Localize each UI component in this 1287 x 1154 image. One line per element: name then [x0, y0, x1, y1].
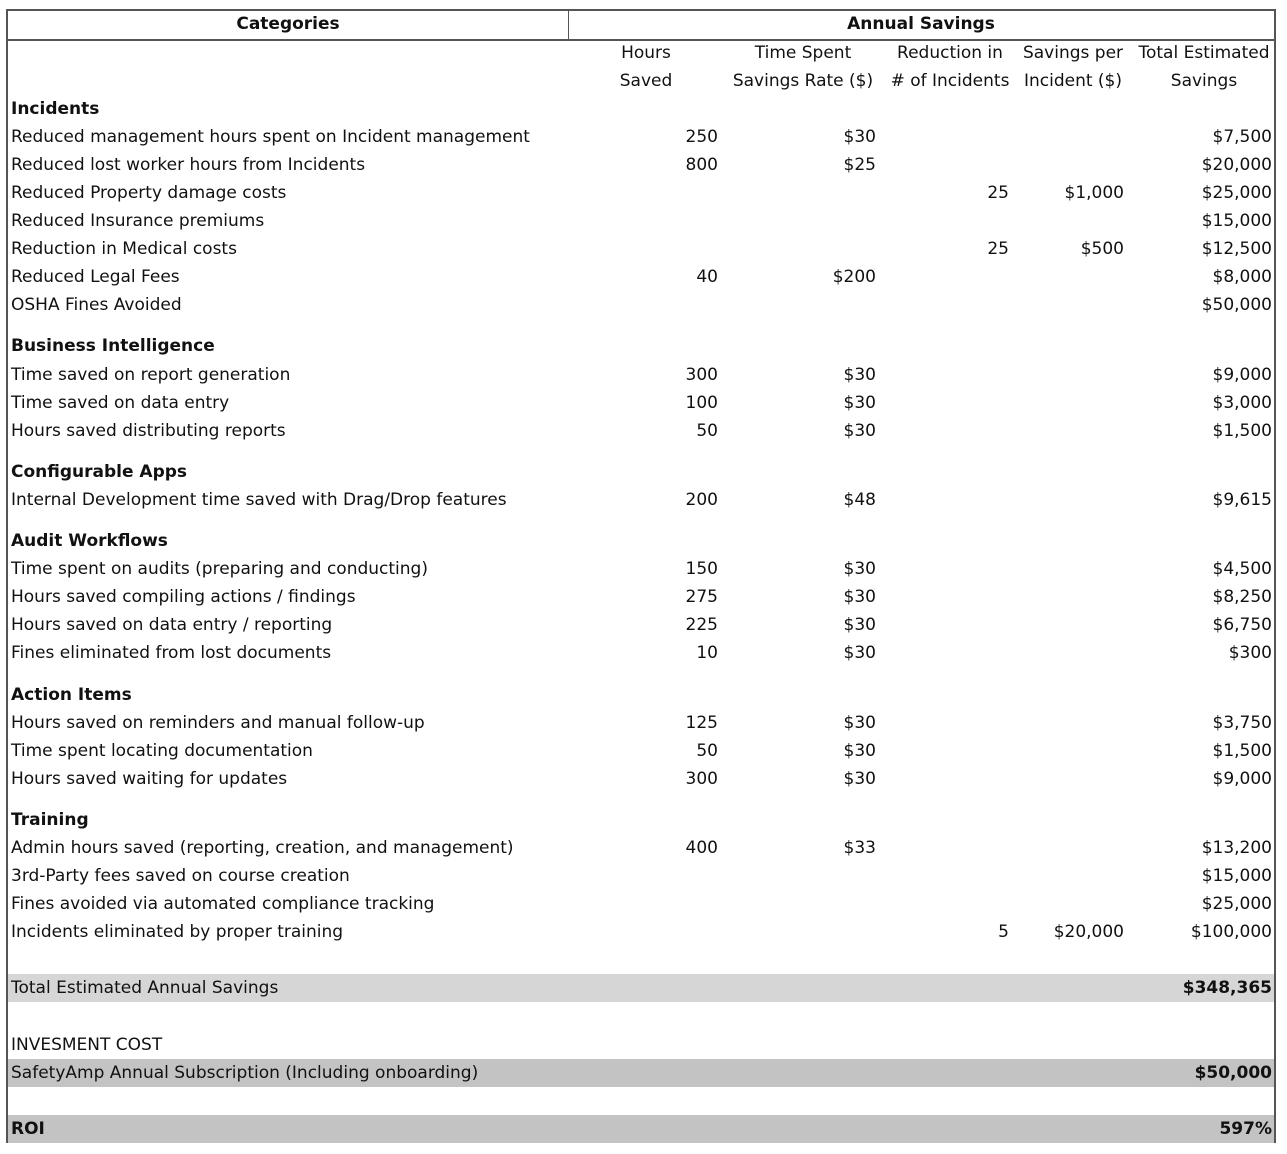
- section-header-business-intelligence: [8, 332, 1274, 360]
- table-row: [8, 737, 1274, 765]
- hours-cell: 200: [685, 490, 718, 510]
- row-label: Time spent locating documentation: [11, 741, 313, 761]
- table-row: [8, 639, 1274, 667]
- table-row: [8, 263, 1274, 291]
- total-cell: $7,500: [1212, 127, 1272, 147]
- section-title: Configurable Apps: [11, 462, 188, 482]
- total-savings-row: [8, 974, 1274, 1002]
- row-label: Reduced Insurance premiums: [11, 211, 265, 231]
- table-row: [8, 151, 1274, 179]
- hours-cell: 275: [685, 587, 718, 607]
- col-total-header-1: Total Estimated: [1138, 43, 1270, 63]
- section-title: Business Intelligence: [11, 336, 215, 356]
- col-hours-header-2: Saved: [619, 71, 673, 91]
- total-cell: $8,000: [1212, 267, 1272, 287]
- hours-cell: 50: [696, 741, 718, 761]
- table-row: [8, 235, 1274, 263]
- total-cell: $20,000: [1201, 155, 1272, 175]
- hours-cell: 100: [685, 393, 718, 413]
- total-cell: $3,000: [1212, 393, 1272, 413]
- row-label: Time saved on data entry: [11, 393, 230, 413]
- roi-spreadsheet: [6, 9, 1276, 1143]
- section-header-audit-workflows: [8, 527, 1274, 555]
- per-incident-cell: $20,000: [1053, 922, 1124, 942]
- table-row: [8, 834, 1274, 862]
- row-label: OSHA Fines Avoided: [11, 295, 182, 315]
- col-total-header-2: Savings: [1170, 71, 1238, 91]
- row-label: Time spent on audits (preparing and conducting): [11, 559, 428, 579]
- table-row: [8, 207, 1274, 235]
- row-label: Hours saved on reminders and manual follow-up: [11, 713, 425, 733]
- table-row: [8, 179, 1274, 207]
- hours-cell: 125: [685, 713, 718, 733]
- col-per-incident-header-2: Incident ($): [1023, 71, 1123, 91]
- rate-cell: $30: [843, 741, 876, 761]
- roi-label: ROI: [11, 1119, 45, 1139]
- hours-cell: 400: [685, 838, 718, 858]
- section-header-training: [8, 806, 1274, 834]
- col-rate-header-2: Savings Rate ($): [732, 71, 874, 91]
- row-label: Fines avoided via automated compliance tracking: [11, 894, 435, 914]
- table-row: [8, 862, 1274, 890]
- total-cell: $6,750: [1212, 615, 1272, 635]
- table-row: [8, 417, 1274, 445]
- total-cell: $1,500: [1212, 421, 1272, 441]
- total-cell: $12,500: [1201, 239, 1272, 259]
- row-label: Time saved on report generation: [11, 365, 291, 385]
- total-cell: $15,000: [1201, 211, 1272, 231]
- total-savings-label: Total Estimated Annual Savings: [11, 978, 279, 998]
- rate-cell: $25: [843, 155, 876, 175]
- section-title: Training: [11, 810, 89, 830]
- table-row: [8, 123, 1274, 151]
- row-label: Hours saved on data entry / reporting: [11, 615, 333, 635]
- row-label: Reduced lost worker hours from Incidents: [11, 155, 366, 175]
- reduction-cell: 5: [998, 922, 1009, 942]
- subscription-row: [8, 1059, 1274, 1087]
- row-label: Reduction in Medical costs: [11, 239, 237, 259]
- roi-value: 597%: [1219, 1119, 1272, 1139]
- rate-cell: $33: [843, 838, 876, 858]
- reduction-cell: 25: [987, 183, 1009, 203]
- total-cell: $25,000: [1201, 894, 1272, 914]
- col-hours-header-1: Hours: [621, 43, 671, 63]
- section-title: Incidents: [11, 99, 100, 119]
- rate-cell: $48: [843, 490, 876, 510]
- total-cell: $25,000: [1201, 183, 1272, 203]
- total-savings-value: $348,365: [1182, 978, 1272, 998]
- roi-row: [8, 1115, 1274, 1143]
- hours-cell: 150: [685, 559, 718, 579]
- hours-cell: 250: [685, 127, 718, 147]
- table-row: [8, 890, 1274, 918]
- investment-cost-row: [8, 1031, 1274, 1059]
- table-row: [8, 291, 1274, 319]
- table-row: [8, 765, 1274, 793]
- rate-cell: $30: [843, 365, 876, 385]
- total-cell: $4,500: [1212, 559, 1272, 579]
- hours-cell: 225: [685, 615, 718, 635]
- total-cell: $9,615: [1212, 490, 1272, 510]
- rate-cell: $30: [843, 393, 876, 413]
- rate-cell: $30: [843, 127, 876, 147]
- total-cell: $300: [1228, 643, 1272, 663]
- rate-cell: $30: [843, 615, 876, 635]
- row-label: Hours saved waiting for updates: [11, 769, 288, 789]
- section-header-incidents: [8, 95, 1274, 123]
- col-rate-header-1: Time Spent: [754, 43, 852, 63]
- col-per-incident-header-1: Savings per: [1022, 43, 1124, 63]
- per-incident-cell: $500: [1080, 239, 1124, 259]
- row-label: Incidents eliminated by proper training: [11, 922, 344, 942]
- row-label: Reduced Legal Fees: [11, 267, 180, 287]
- table-row: [8, 389, 1274, 417]
- table-row: [8, 583, 1274, 611]
- total-cell: $3,750: [1212, 713, 1272, 733]
- col-reduction-header-1: Reduction in: [897, 43, 1003, 63]
- table-row: [8, 361, 1274, 389]
- row-label: 3rd-Party fees saved on course creation: [11, 866, 350, 886]
- table-row: [8, 709, 1274, 737]
- section-title: Action Items: [11, 685, 132, 705]
- table-row: [8, 555, 1274, 583]
- hours-cell: 40: [696, 267, 718, 287]
- total-cell: $9,000: [1212, 769, 1272, 789]
- total-cell: $50,000: [1201, 295, 1272, 315]
- per-incident-cell: $1,000: [1064, 183, 1124, 203]
- rate-cell: $30: [843, 643, 876, 663]
- section-title: Audit Workflows: [11, 531, 168, 551]
- section-header-configurable-apps: [8, 458, 1274, 486]
- total-cell: $100,000: [1190, 922, 1272, 942]
- reduction-cell: 25: [987, 239, 1009, 259]
- header-annual-savings: Annual Savings: [847, 14, 995, 34]
- hours-cell: 800: [685, 155, 718, 175]
- hours-cell: 300: [685, 769, 718, 789]
- rate-cell: $30: [843, 559, 876, 579]
- total-cell: $15,000: [1201, 866, 1272, 886]
- hours-cell: 50: [696, 421, 718, 441]
- total-cell: $8,250: [1212, 587, 1272, 607]
- rate-cell: $30: [843, 713, 876, 733]
- rate-cell: $30: [843, 769, 876, 789]
- col-reduction-header-2: # of Incidents: [890, 71, 1010, 91]
- total-cell: $1,500: [1212, 741, 1272, 761]
- row-label: Admin hours saved (reporting, creation, and management): [11, 838, 514, 858]
- total-cell: $13,200: [1201, 838, 1272, 858]
- total-cell: $9,000: [1212, 365, 1272, 385]
- header-categories: Categories: [8, 11, 569, 39]
- subscription-value: $50,000: [1194, 1063, 1272, 1083]
- header-row: [8, 11, 1274, 41]
- subscription-label: SafetyAmp Annual Subscription (Including onboarding): [11, 1063, 479, 1083]
- section-header-action-items: [8, 681, 1274, 709]
- hours-cell: 10: [696, 643, 718, 663]
- table-row: [8, 611, 1274, 639]
- table-row: [8, 918, 1274, 946]
- table-row: [8, 486, 1274, 514]
- row-label: Hours saved compiling actions / findings: [11, 587, 356, 607]
- row-label: Hours saved distributing reports: [11, 421, 286, 441]
- row-label: Reduced Property damage costs: [11, 183, 287, 203]
- row-label: Fines eliminated from lost documents: [11, 643, 332, 663]
- rate-cell: $30: [843, 587, 876, 607]
- row-label: Internal Development time saved with Drag/Drop features: [11, 490, 507, 510]
- row-label: Reduced management hours spent on Incident management: [11, 127, 530, 147]
- rate-cell: $30: [843, 421, 876, 441]
- investment-cost-label: INVESMENT COST: [11, 1035, 163, 1055]
- rate-cell: $200: [832, 267, 876, 287]
- hours-cell: 300: [685, 365, 718, 385]
